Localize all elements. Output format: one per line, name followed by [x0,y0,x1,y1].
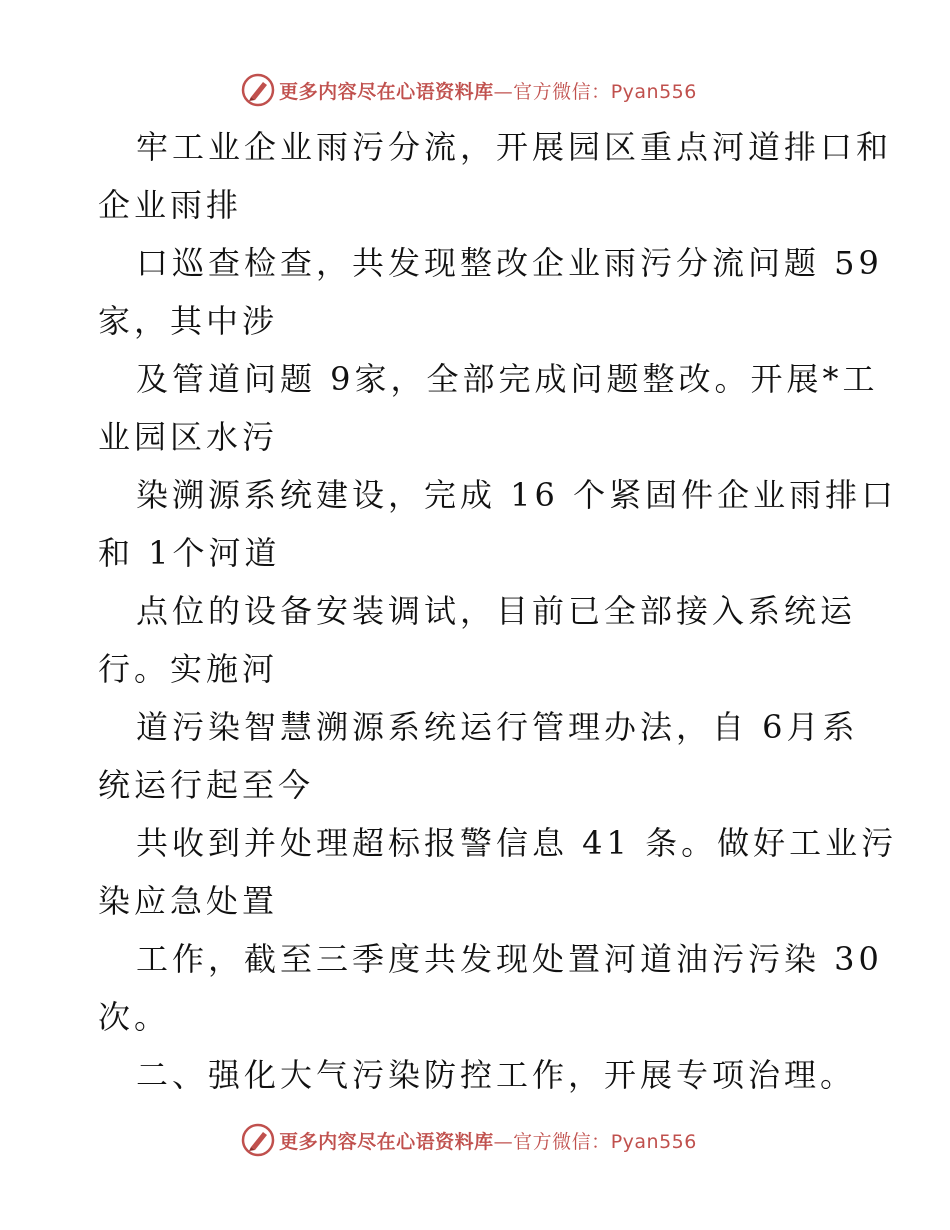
text-line: 点位的设备安装调试，目前已全部接入系统运 [136,592,857,630]
text-line: 及管道问题 9家，全部完成问题整改。开展*工 [136,360,879,398]
text-line: 业园区水污 [98,418,279,456]
text-line: 统运行起至今 [98,766,315,804]
banner-lead: 更多内容尽在心语资料库 [279,80,494,103]
footer-banner [0,1120,950,1160]
banner-dash: — [493,1130,514,1153]
text-line: 企业雨排 [98,186,243,224]
banner-wechat-label: 官方微信： [513,1130,611,1153]
text-line: 工作，截至三季度共发现处置河道油污污染 30 [136,940,883,978]
header-banner-content [241,73,697,107]
pen-circle-icon [241,1123,275,1157]
banner-lead: 更多内容尽在心语资料库 [279,1130,494,1153]
text-line: 家，其中涉 [98,302,279,340]
text-line: 二、强化大气污染防控工作，开展专项治理。 [136,1056,857,1094]
footer-banner-text [279,1127,697,1154]
banner-wechat-id: Pyan556 [610,1130,697,1153]
text-line: 口巡查检查，共发现整改企业雨污分流问题 59 [136,244,883,282]
text-line: 次。 [98,998,171,1036]
banner-wechat-id: Pyan556 [610,80,697,103]
banner-dash: — [493,80,514,103]
text-line: 染溯源系统建设，完成 16 个紧固件企业雨排口 [136,476,898,514]
document-body [98,118,898,1104]
header-banner-text [279,77,697,104]
text-line: 共收到并处理超标报警信息 41 条。做好工业污 [136,824,898,862]
pen-circle-icon [241,73,275,107]
header-banner [0,70,950,110]
text-line: 染应急处置 [98,882,279,920]
text-line: 行。实施河 [98,650,279,688]
text-line: 和 1个河道 [98,534,281,572]
text-line: 牢工业企业雨污分流，开展园区重点河道排口和 [136,128,893,166]
banner-wechat-label: 官方微信： [513,80,611,103]
text-line: 道污染智慧溯源系统运行管理办法，自 6月系 [136,708,859,746]
footer-banner-content [241,1123,697,1157]
